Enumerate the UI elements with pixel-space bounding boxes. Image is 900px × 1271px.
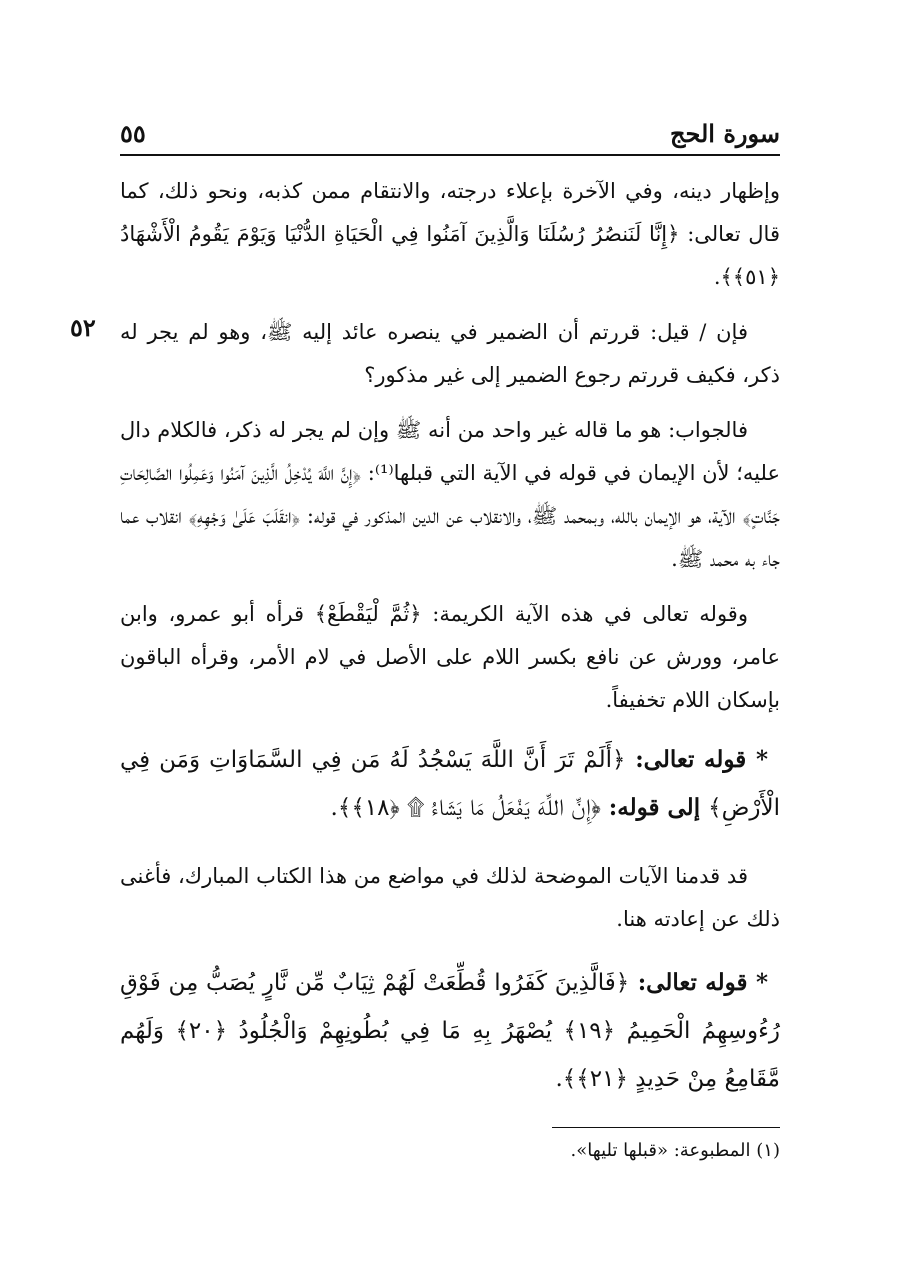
page-body (120, 108, 780, 1126)
heading-verse-1b: ﴿إِنَّ اللَّهَ يَفْعَلُ مَا يَشَاءُ ۩ ﴿١٨﴾﴾. (330, 795, 601, 821)
heading-verse-1: ﴿أَلَمْ تَرَ أَنَّ اللَّهَ يَسْجُدُ لَهُ مَن فِي السَّمَاوَاتِ وَمَن فِي الْأَرْضِ﴾ (120, 747, 780, 821)
heading-star-2: * (755, 969, 769, 996)
margin-page-reference: ٥٢ (70, 313, 96, 342)
heading-to-label: إلى قوله: (608, 794, 701, 821)
heading-label-1: قوله تعالى: (635, 746, 747, 773)
section-heading-2 (120, 959, 780, 1103)
paragraph-3: فالجواب: هو ما قاله غير واحد من أنه ﷺ وإن لم يجر له ذكر، فالكلام دال عليه؛ لأن الإيمان في قوله في الآية التي قبلها⁽¹⁾: ﴿إِنَّ اللَّهَ يُدْخِلُ الَّذِينَ آمَنُوا وَعَمِلُوا الصَّالِحَاتِ جَنَّاتٍ﴾ الآية، هو الإيمان بالله، وبمحمد ﷺ، والانقلاب عن الدين المذكور في قوله: ﴿انقَلَبَ عَلَىٰ وَجْهِهِ﴾ انقلاب عما جاء به محمد ﷺ. (120, 418, 780, 571)
paragraph-2: فإن / قيل: قررتم أن الضمير في ينصره عائد إليه ﷺ، وهو لم يجر له ذكر، فكيف قررتم رجوع الضمير إلى غير مذكور؟ (120, 320, 780, 387)
heading-verse-2: ﴿فَالَّذِينَ كَفَرُوا قُطِّعَتْ لَهُمْ ثِيَابٌ مِّن نَّارٍ يُصَبُّ مِن فَوْقِ رُءُوسِهِمُ الْحَمِيمُ ﴿١٩﴾ يُصْهَرُ بِهِ مَا فِي بُطُونِهِمْ وَالْجُلُودُ ﴿٢٠﴾ وَلَهُم مَّقَامِعُ مِنْ حَدِيدٍ ﴿٢١﴾﴾. (120, 970, 780, 1092)
heading-label-2: قوله تعالى: (637, 969, 748, 996)
running-header (120, 108, 780, 156)
section-heading-1 (120, 736, 780, 832)
surah-title: سورة الحج (670, 119, 780, 148)
paragraph-4: وقوله تعالى في هذه الآية الكريمة: ﴿ثُمَّ لْيَقْطَعْ﴾ قرأه أبو عمرو، وابن عامر، وورش عن نافع بكسر اللام على الأصل في لام الأمر، وقرأه الباقون بإسكان اللام تخفيفاً. (120, 602, 780, 712)
paragraph-1: وإظهار دينه، وفي الآخرة بإعلاء درجته، والانتقام ممن كذبه، ونحو ذلك، كما قال تعالى: ﴿إِنَّا لَنَنصُرُ رُسُلَنَا وَالَّذِينَ آمَنُوا فِي الْحَيَاةِ الدُّنْيَا وَيَوْمَ يَقُومُ الْأَشْهَادُ ﴿٥١﴾﴾. (120, 179, 780, 289)
heading-star-1: * (755, 746, 769, 773)
footnote-divider (552, 1127, 780, 1128)
paragraph-5: قد قدمنا الآيات الموضحة لذلك في مواضع من هذا الكتاب المبارك، فأغنى ذلك عن إعادته هنا. (120, 864, 780, 931)
footnote: (١) المطبوعة: «قبلها تليها». (570, 1140, 780, 1161)
page-number: ٥٥ (120, 119, 146, 148)
